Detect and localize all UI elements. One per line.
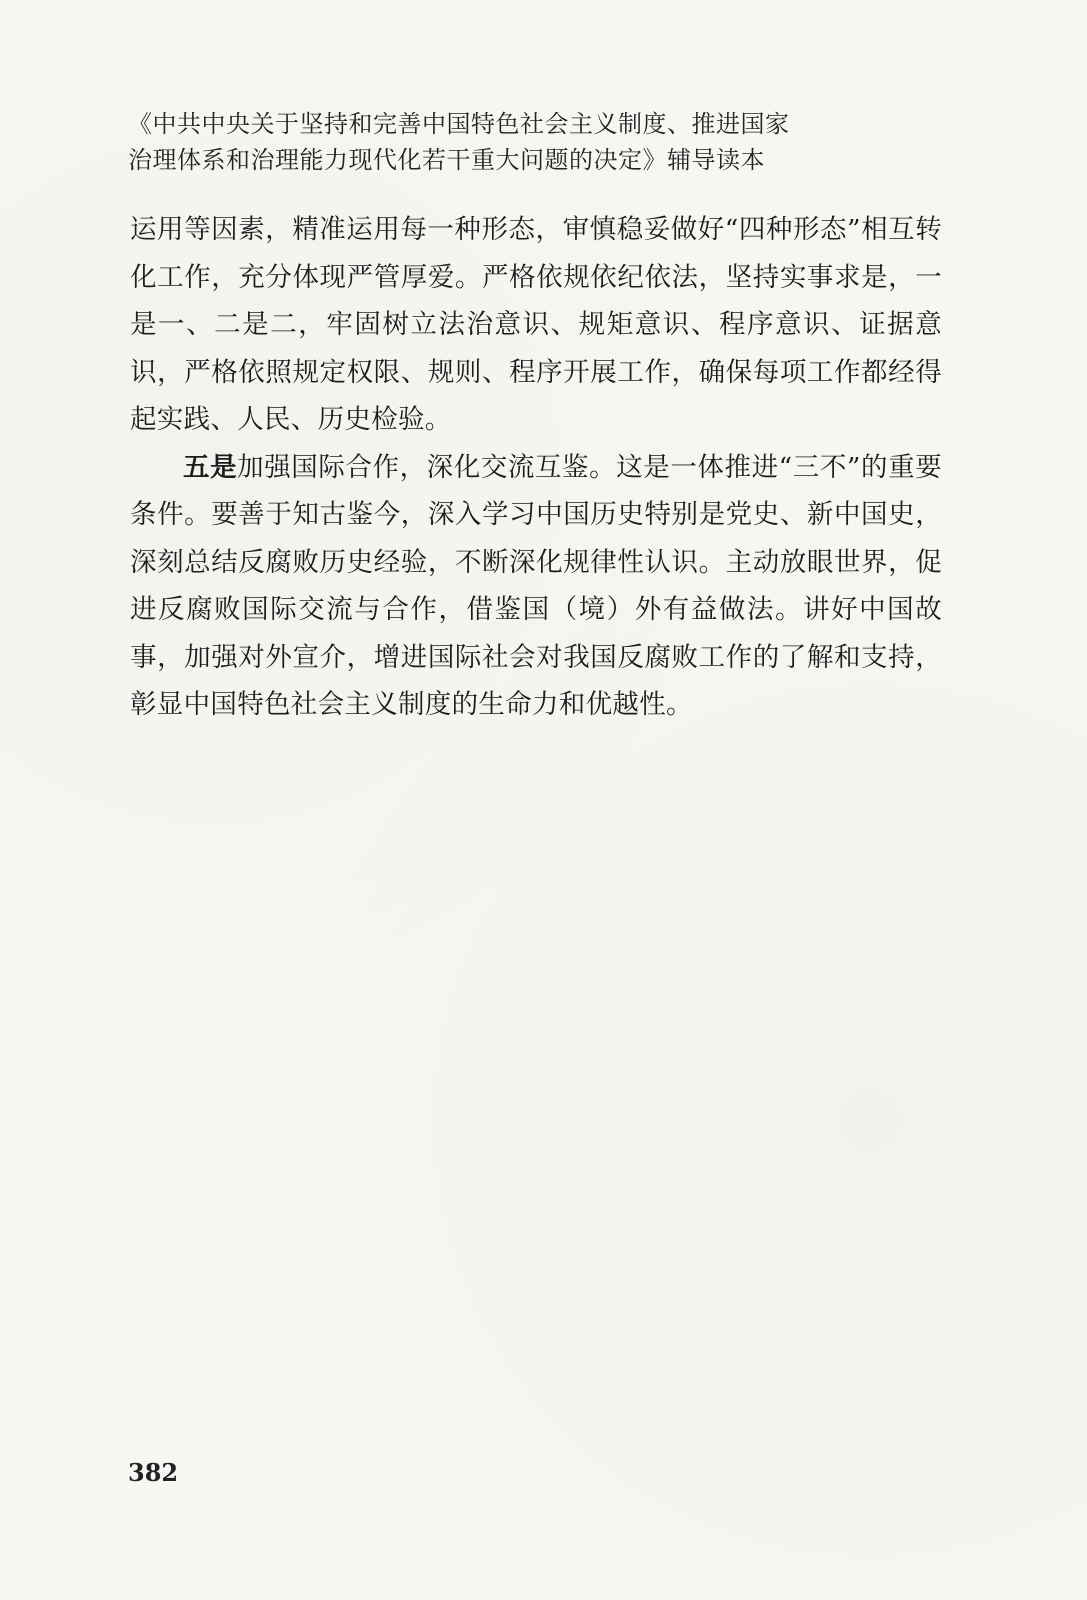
paragraph-2-lead: 五是: [183, 451, 238, 483]
paragraph-2: [130, 444, 942, 729]
page-number: 382: [128, 1458, 179, 1487]
paragraph-1: 运用等因素，精准运用每一种形态，审慎稳妥做好“四种形态”相互转化工作，充分体现严管厚爱。严格依规依纪依法，坚持实事求是，一是一、二是二，牢固树立法治意识、规矩意识、程序意识、证据意识，严格依照规定权限、规则、程序开展工作，确保每项工作都经得起实践、人民、历史检验。: [130, 214, 942, 435]
body-text: [130, 206, 942, 729]
running-head-line-1: 《中共中央关于坚持和完善中国特色社会主义制度、推进国家: [128, 110, 790, 138]
running-head-line-2: 治理体系和治理能力现代化若干重大问题的决定》辅导读本: [128, 146, 765, 174]
paragraph-2-text: 加强国际合作，深化交流互鉴。这是一体推进“三不”的重要条件。要善于知古鉴今，深入学习中国历史特别是党史、新中国史，深刻总结反腐败历史经验，不断深化规律性认识。主动放眼世界，促进反腐败国际交流与合作，借鉴国（境）外有益做法。讲好中国故事，加强对外宣介，增进国际社会对我国反腐败工作的了解和支持，彰显中国特色社会主义制度的生命力和优越性。: [130, 451, 942, 720]
running-head: [128, 106, 948, 178]
